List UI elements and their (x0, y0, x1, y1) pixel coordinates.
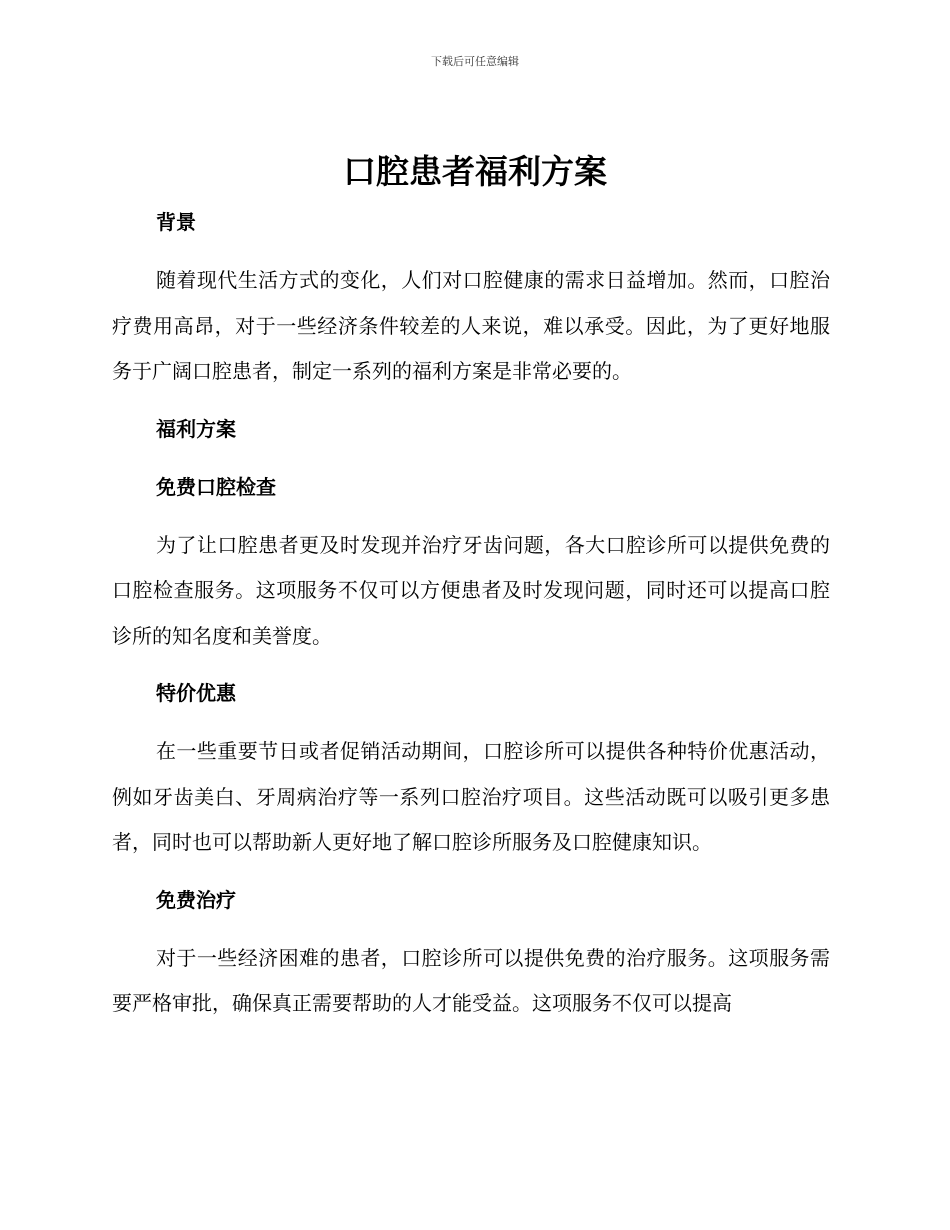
section-heading-free-check: 免费口腔检查 (156, 474, 276, 499)
paragraph-free-check: 为了让口腔患者更及时发现并治疗牙齿问题，各大口腔诊所可以提供免费的口腔检查服务。这项服务不仅可以方便患者及时发现问题，同时还可以提高口腔诊所的知名度和美誉度。 (112, 532, 830, 648)
paragraph-free-treatment: 对于一些经济困难的患者，口腔诊所可以提供免费的治疗服务。这项服务需要严格审批，确保真正需要帮助的人才能受益。这项服务不仅可以提高 (112, 945, 830, 1015)
paragraph-special-offer: 在一些重要节日或者促销活动期间，口腔诊所可以提供各种特价优惠活动，例如牙齿美白、牙周病治疗等一系列口腔治疗项目。这些活动既可以吸引更多患者，同时也可以帮助新人更好地了解口腔诊所服务及口腔健康知识。 (112, 739, 830, 854)
section-heading-welfare-plan: 福利方案 (156, 416, 236, 441)
paragraph-background: 随着现代生活方式的变化，人们对口腔健康的需求日益增加。然而，口腔治疗费用高昂，对于一些经济条件较差的人来说，难以承受。因此，为了更好地服务于广阔口腔患者，制定一系列的福利方案是非常必要的。 (112, 268, 830, 383)
page-header-note: 下载后可任意编辑 (431, 55, 519, 68)
section-heading-free-treatment: 免费治疗 (156, 887, 236, 912)
section-heading-background: 背景 (156, 210, 196, 234)
section-heading-special-offer: 特价优惠 (156, 681, 236, 705)
document-body (112, 200, 830, 1039)
document-title: 口腔患者福利方案 (343, 152, 607, 191)
